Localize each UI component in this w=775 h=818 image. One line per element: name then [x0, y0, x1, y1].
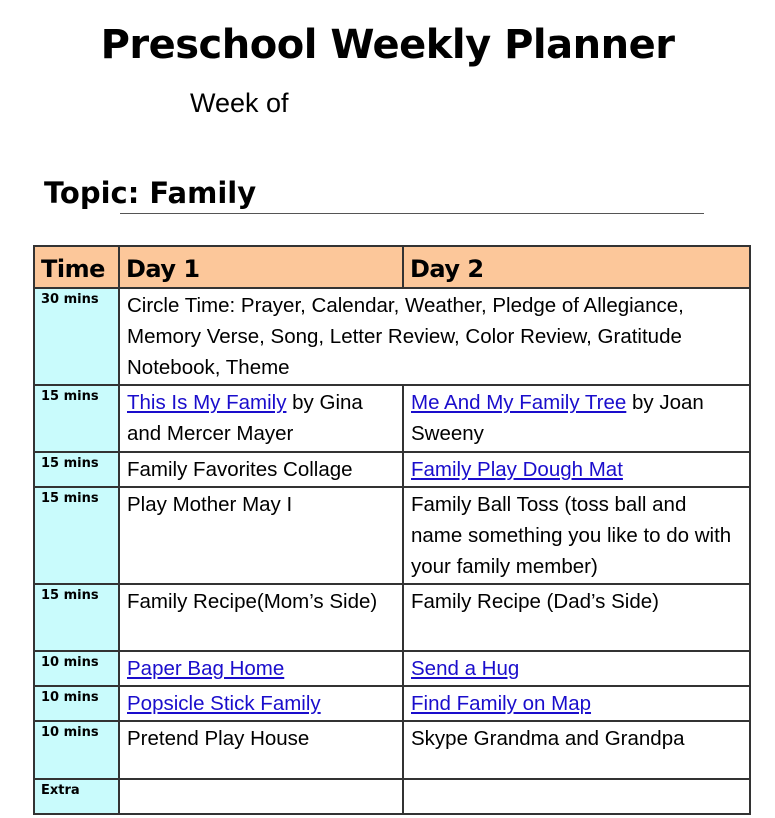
activity-text: by Joan Sweeny	[411, 391, 704, 445]
day-2-cell	[403, 686, 750, 721]
day-2-cell	[403, 584, 750, 651]
day-1-cell	[119, 651, 403, 686]
week-of-label: Week of	[190, 88, 289, 118]
day-2-cell	[403, 779, 750, 814]
table-row	[34, 584, 750, 651]
time-cell: 15 mins	[34, 385, 119, 452]
topic-underline	[120, 213, 704, 214]
planner-table	[33, 245, 751, 815]
day-1-cell	[119, 487, 403, 584]
day-2-cell	[403, 721, 750, 779]
day-1-cell	[119, 779, 403, 814]
activity-link[interactable]: Family Play Dough Mat	[411, 458, 623, 481]
header-day-1: Day 1	[119, 246, 403, 288]
day-1-cell	[119, 686, 403, 721]
table-row	[34, 651, 750, 686]
table-row	[34, 721, 750, 779]
day-2-cell	[403, 452, 750, 487]
activity-text: Play Mother May I	[127, 493, 293, 516]
activity-text: Circle Time: Prayer, Calendar, Weather, Pledge of Allegiance, Memory Verse, Song, Letter Review, Color Review, Gratitude Notebook, Theme	[127, 294, 684, 379]
activity-link[interactable]: Find Family on Map	[411, 692, 592, 715]
activity-text: Family Recipe (Dad’s Side)	[411, 590, 659, 613]
table-row	[34, 385, 750, 452]
book-link[interactable]: Me And My Family Tree	[411, 391, 627, 414]
book-link[interactable]: This Is My Family	[127, 391, 287, 414]
time-cell: 10 mins	[34, 721, 119, 779]
day-2-cell	[403, 487, 750, 584]
time-cell: Extra	[34, 779, 119, 814]
activity-text: Pretend Play House	[127, 727, 310, 750]
day-1-cell	[119, 584, 403, 651]
table-row	[34, 779, 750, 814]
topic-label: Topic: Family	[44, 176, 257, 210]
time-cell: 15 mins	[34, 452, 119, 487]
activity-text: Family Ball Toss (toss ball and name something you like to do with your family member)	[411, 493, 732, 578]
time-cell: 30 mins	[34, 288, 119, 385]
table-row	[34, 288, 750, 385]
activity-text: Family Favorites Collage	[127, 458, 353, 481]
day-1-cell	[119, 452, 403, 487]
activity-text: by Gina and Mercer Mayer	[127, 391, 363, 445]
header-row	[34, 246, 750, 288]
day-2-cell	[403, 385, 750, 452]
time-cell: 15 mins	[34, 584, 119, 651]
day-1-cell	[119, 385, 403, 452]
activity-link[interactable]: Paper Bag Home	[127, 657, 285, 680]
page-title: Preschool Weekly Planner	[100, 22, 675, 68]
day-2-cell	[403, 651, 750, 686]
time-cell: 15 mins	[34, 487, 119, 584]
day-1-cell	[119, 721, 403, 779]
time-cell: 10 mins	[34, 651, 119, 686]
activity-link[interactable]: Popsicle Stick Family	[127, 692, 321, 715]
time-cell: 10 mins	[34, 686, 119, 721]
table-row	[34, 452, 750, 487]
activity-text: Family Recipe(Mom’s Side)	[127, 590, 378, 613]
header-time: Time	[34, 246, 119, 288]
activity-cell	[119, 288, 750, 385]
activity-text: Skype Grandma and Grandpa	[411, 727, 685, 750]
table-row	[34, 487, 750, 584]
header-day-2: Day 2	[403, 246, 750, 288]
activity-link[interactable]: Send a Hug	[411, 657, 520, 680]
table-row	[34, 686, 750, 721]
